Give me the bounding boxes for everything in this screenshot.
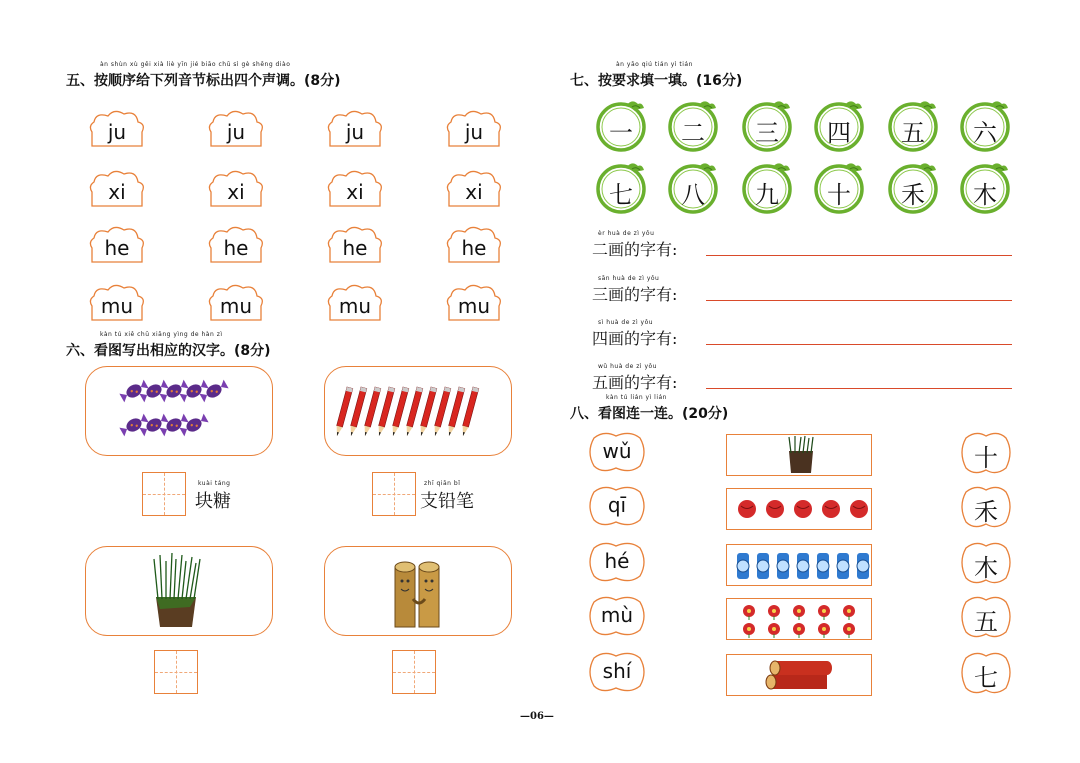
character-ring: [666, 98, 720, 152]
character-cloud[interactable]: [958, 594, 1014, 640]
character-ring: [812, 98, 866, 152]
character-cloud[interactable]: [958, 540, 1014, 586]
match-pinyin: hé: [604, 549, 630, 573]
write-box-candy[interactable]: [142, 472, 186, 516]
fill-label: 二画的字有:: [592, 240, 678, 259]
match-character: 禾: [974, 498, 998, 526]
wood-picture-box: [324, 546, 512, 636]
ring-character: 十: [827, 181, 851, 209]
syllable-text: ju: [226, 120, 246, 144]
syllable-text: xi: [108, 180, 126, 204]
section7-title: 七、按要求填一填。(16分): [570, 73, 743, 89]
pinyin-cloud[interactable]: [586, 484, 648, 528]
tone-cloud[interactable]: [443, 282, 505, 324]
match-pinyin: mù: [600, 603, 634, 627]
grass-clump-icon: [727, 435, 873, 477]
tone-cloud[interactable]: [324, 282, 386, 324]
character-ring: [886, 98, 940, 152]
character-ring: [958, 98, 1012, 152]
character-ring: [740, 98, 794, 152]
syllable-text: ju: [464, 120, 484, 144]
tone-cloud[interactable]: [205, 168, 267, 210]
pinyin-cloud[interactable]: [586, 650, 648, 694]
ring-character: 木: [973, 181, 997, 209]
tone-cloud[interactable]: [443, 108, 505, 150]
fill-label: 四画的字有:: [592, 329, 678, 348]
character-ring: [958, 160, 1012, 214]
syllable-text: he: [223, 236, 249, 260]
syllable-text: xi: [465, 180, 483, 204]
answer-line[interactable]: [706, 300, 1012, 301]
syllable-text: xi: [346, 180, 364, 204]
tone-cloud[interactable]: [443, 168, 505, 210]
page-number: —06—: [520, 711, 554, 722]
match-pinyin: qī: [607, 493, 627, 517]
section8-title: 八、看图连一连。(20分): [570, 406, 729, 422]
ring-character: 七: [609, 181, 633, 209]
match-character: 十: [974, 444, 998, 472]
character-ring: [594, 160, 648, 214]
candy-word-pinyin: kuài táng: [198, 480, 231, 487]
ring-character: 一: [609, 119, 633, 147]
tone-cloud[interactable]: [205, 282, 267, 324]
character-ring: [740, 160, 794, 214]
tone-cloud[interactable]: [324, 224, 386, 266]
pencil-picture-box: [324, 366, 512, 456]
page-number-value: 06: [530, 711, 544, 722]
syllable-text: mu: [100, 294, 134, 318]
fill-pinyin: sì huà de zì yǒu: [598, 319, 654, 326]
ring-character: 六: [973, 119, 997, 147]
answer-line[interactable]: [706, 388, 1012, 389]
candy-icon: [86, 367, 272, 455]
fill-label: 三画的字有:: [592, 285, 678, 304]
tone-cloud[interactable]: [205, 108, 267, 150]
logs-icon: [727, 655, 873, 697]
tone-cloud[interactable]: [324, 108, 386, 150]
tone-cloud[interactable]: [86, 224, 148, 266]
blue-watches-picture[interactable]: [726, 544, 872, 586]
logs-picture[interactable]: [726, 654, 872, 696]
character-cloud[interactable]: [958, 430, 1014, 476]
syllable-text: ju: [345, 120, 365, 144]
section6-title: 六、看图写出相应的汉字。(8分): [66, 343, 271, 359]
ring-character: 四: [827, 119, 851, 147]
fill-pinyin: sān huà de zì yǒu: [598, 275, 660, 282]
character-cloud[interactable]: [958, 484, 1014, 530]
red-balls-icon: [727, 489, 873, 531]
section5-pinyin: àn shùn xù gěi xià liè yīn jié biāo chū sì gè shēng diào: [100, 61, 291, 68]
syllable-text: ju: [107, 120, 127, 144]
ring-character: 禾: [901, 181, 925, 209]
section8-pinyin: kàn tú lián yì lián: [606, 394, 667, 401]
tone-cloud[interactable]: [205, 224, 267, 266]
pinyin-cloud[interactable]: [586, 594, 648, 638]
ring-character: 五: [901, 119, 925, 147]
pinyin-cloud[interactable]: [586, 540, 648, 584]
write-box-pencil[interactable]: [372, 472, 416, 516]
grass-clump-picture[interactable]: [726, 434, 872, 476]
section6-pinyin: kàn tú xiě chū xiāng yìng de hàn zì: [100, 331, 223, 338]
grass-picture-box: [85, 546, 273, 636]
candy-picture-box: [85, 366, 273, 456]
character-ring: [666, 160, 720, 214]
red-balls-picture[interactable]: [726, 488, 872, 530]
pencil-word: 支铅笔: [420, 491, 474, 512]
tone-cloud[interactable]: [86, 168, 148, 210]
fill-label: 五画的字有:: [592, 373, 678, 392]
red-flowers-picture[interactable]: [726, 598, 872, 640]
tone-cloud[interactable]: [86, 282, 148, 324]
pencil-word-pinyin: zhī qiān bǐ: [424, 480, 461, 487]
syllable-text: xi: [227, 180, 245, 204]
tone-cloud[interactable]: [324, 168, 386, 210]
tone-cloud[interactable]: [443, 224, 505, 266]
match-character: 五: [974, 608, 998, 636]
tone-cloud[interactable]: [86, 108, 148, 150]
section7-pinyin: àn yāo qiú tián yì tián: [616, 61, 693, 68]
ring-character: 二: [681, 119, 705, 147]
candy-word: 块糖: [195, 491, 231, 512]
ring-character: 八: [681, 181, 705, 209]
syllable-text: mu: [219, 294, 253, 318]
red-flowers-icon: [727, 599, 873, 641]
answer-line[interactable]: [706, 344, 1012, 345]
character-ring: [594, 98, 648, 152]
pinyin-cloud[interactable]: [586, 430, 648, 474]
syllable-text: mu: [457, 294, 491, 318]
syllable-text: he: [104, 236, 130, 260]
character-cloud[interactable]: [958, 650, 1014, 696]
grass-icon: [86, 547, 272, 635]
ring-character: 三: [755, 119, 779, 147]
match-pinyin: wǔ: [602, 439, 632, 463]
character-ring: [812, 160, 866, 214]
wood-icon: [325, 547, 511, 635]
syllable-text: he: [342, 236, 368, 260]
match-character: 木: [974, 554, 998, 582]
ring-character: 九: [755, 181, 779, 209]
match-character: 七: [974, 664, 998, 692]
syllable-text: he: [461, 236, 487, 260]
blue-watches-icon: [727, 545, 873, 587]
answer-line[interactable]: [706, 255, 1012, 256]
write-box-grass[interactable]: [154, 650, 198, 694]
fill-pinyin: èr huà de zì yǒu: [598, 230, 655, 237]
section5-title: 五、按顺序给下列音节标出四个声调。(8分): [66, 73, 341, 89]
pencil-icon: [325, 367, 511, 455]
write-box-wood[interactable]: [392, 650, 436, 694]
syllable-text: mu: [338, 294, 372, 318]
fill-pinyin: wǔ huà de zì yǒu: [598, 363, 657, 370]
character-ring: [886, 160, 940, 214]
match-pinyin: shí: [602, 659, 632, 683]
